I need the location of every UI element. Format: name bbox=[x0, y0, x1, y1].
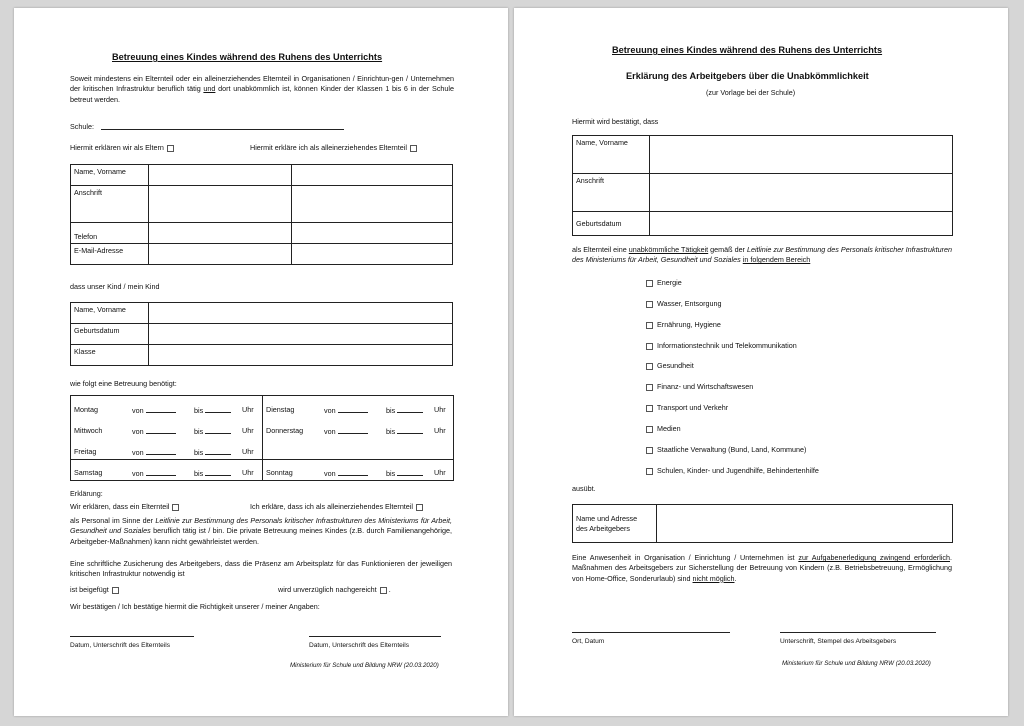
time-from-input[interactable] bbox=[146, 405, 176, 413]
employee-name-cell[interactable] bbox=[650, 136, 953, 174]
bis-label: bis bbox=[386, 426, 396, 436]
von-label: von bbox=[132, 468, 144, 478]
school-input-line[interactable] bbox=[101, 129, 344, 130]
schedule-divider bbox=[262, 396, 263, 480]
von-label: von bbox=[132, 447, 144, 457]
time-to-input[interactable] bbox=[205, 405, 231, 413]
page-subnote: (zur Vorlage bei der Schule) bbox=[706, 88, 796, 97]
parent2-address-cell[interactable] bbox=[292, 186, 453, 223]
signature-label: Datum, Unterschrift des Elternteils bbox=[309, 642, 410, 649]
schedule-left-column bbox=[72, 399, 260, 483]
parent-declaration-checkbox[interactable] bbox=[172, 504, 179, 511]
bis-label: bis bbox=[194, 405, 204, 415]
signature-label: Datum, Unterschrift des Elternteils bbox=[70, 642, 171, 649]
von-label: von bbox=[132, 405, 144, 415]
time-to-input[interactable] bbox=[205, 468, 231, 476]
submitted-later-option: wird unverzüglich nachgereicht . bbox=[278, 585, 391, 594]
sector-option[interactable]: Ernährung, Hygiene bbox=[643, 320, 721, 329]
time-from-input[interactable] bbox=[146, 447, 176, 455]
day-label: Dienstag bbox=[266, 405, 295, 414]
employee-birthdate-cell[interactable] bbox=[650, 212, 953, 236]
employer-name-address-cell[interactable] bbox=[657, 505, 953, 543]
signature-line[interactable] bbox=[780, 632, 936, 633]
parents-declaration: Hiermit erklären wir als Eltern bbox=[70, 143, 176, 152]
child-name-cell[interactable] bbox=[149, 303, 453, 324]
row-label: Name, Vorname bbox=[573, 136, 650, 174]
row-label: Name, Vorname bbox=[71, 165, 149, 186]
page-footer: Ministerium für Schule und Bildung NRW (20.03.2020) bbox=[782, 660, 931, 667]
page-title: Betreuung eines Kindes während des Ruhens des Unterrichts bbox=[612, 45, 883, 55]
single-parent-checkbox[interactable] bbox=[410, 145, 417, 152]
sector-option[interactable]: Energie bbox=[643, 278, 682, 287]
single-parent-declaration: Hiermit erkläre ich als alleinerziehendes Elternteil bbox=[250, 143, 419, 152]
day-label: Montag bbox=[74, 405, 98, 414]
sector-option[interactable]: Medien bbox=[643, 424, 681, 433]
checkbox-icon[interactable] bbox=[646, 301, 653, 308]
declaration-parent: Wir erklären, dass ein Elternteil bbox=[70, 502, 181, 511]
uhr-label: Uhr bbox=[242, 447, 254, 456]
checkbox-icon[interactable] bbox=[646, 468, 653, 475]
row-label: Geburtsdatum bbox=[71, 324, 149, 345]
confirmation-intro: Hiermit wird bestätigt, dass bbox=[572, 117, 659, 126]
single-declaration-checkbox[interactable] bbox=[416, 504, 423, 511]
time-from-input[interactable] bbox=[338, 405, 368, 413]
uhr-label: Uhr bbox=[434, 426, 446, 435]
schedule-right-column bbox=[264, 399, 452, 483]
parent2-name-cell[interactable] bbox=[292, 165, 453, 186]
checkbox-icon[interactable] bbox=[646, 426, 653, 433]
personnel-paragraph: als Personal im Sinne der Leitlinie zur Bestimmung des Personals kritischer Infrastrukturen des Ministeriums für Arbeit, Gesundheit und Soziales beruflich tätig ist / bin. Die private Betreuung meines Kindes (z.B. durch Familienangehörige, Arbeitgeber-Maßnahmen) kann nicht gewährleistet werden. bbox=[70, 516, 453, 546]
time-to-input[interactable] bbox=[397, 405, 423, 413]
signature-line[interactable] bbox=[70, 636, 194, 637]
employer-assurance-paragraph: Eine schriftliche Zusicherung des Arbeitgebers, dass die Präsenz am Arbeitsplatz für das Funktionieren der jeweiligen kritischen Infrastruktur notwendig ist bbox=[70, 559, 452, 579]
parent1-name-cell[interactable] bbox=[149, 165, 292, 186]
exercises-text: ausübt. bbox=[572, 484, 596, 493]
parent2-phone-cell[interactable] bbox=[292, 223, 453, 244]
time-to-input[interactable] bbox=[205, 447, 231, 455]
activity-paragraph: als Elternteil eine unabkömmliche Tätigkeit gemäß der Leitlinie zur Bestimmung des Personals kritischer Infrastrukturen des Ministeriums für Arbeit, Gesundheit und Soziales in folgendem Bereich bbox=[572, 245, 952, 265]
employee-details-table bbox=[572, 135, 953, 236]
row-label: Name und Adresse des Arbeitgebers bbox=[573, 505, 657, 543]
bis-label: bis bbox=[194, 426, 204, 436]
row-label: Anschrift bbox=[71, 186, 149, 223]
row-label: Klasse bbox=[71, 345, 149, 366]
checkbox-icon[interactable] bbox=[646, 405, 653, 412]
checkbox-icon[interactable] bbox=[646, 363, 653, 370]
row-label: Anschrift bbox=[573, 174, 650, 212]
declaration-heading: Erklärung: bbox=[70, 489, 103, 498]
day-label: Sonntag bbox=[266, 468, 293, 477]
employer-details-table bbox=[572, 504, 953, 543]
form-page-parents bbox=[14, 8, 508, 716]
care-intro: wie folgt eine Betreuung benötigt: bbox=[70, 379, 177, 388]
attendance-paragraph: Eine Anwesenheit in Organisation / Einrichtung / Unternehmen ist zur Aufgabenerledigung zwingend erforderlich. Maßnahmen des Arbeitsgebers zur Sicherstellung der Betreuung von Kindern (z.B. Betriebsbetreuung, Ermöglichung von Home-Office, Sonderurlaub) sind nicht möglich. bbox=[572, 553, 952, 583]
child-details-table bbox=[70, 302, 453, 366]
signature-label: Unterschrift, Stempel des Arbeitsgebers bbox=[780, 638, 897, 645]
row-label: Name, Vorname bbox=[71, 303, 149, 324]
child-birthdate-cell[interactable] bbox=[149, 324, 453, 345]
sector-option[interactable]: Informationstechnik und Telekommunikation bbox=[643, 341, 797, 350]
time-to-input[interactable] bbox=[205, 426, 231, 434]
parent1-address-cell[interactable] bbox=[149, 186, 292, 223]
uhr-label: Uhr bbox=[434, 468, 446, 477]
signature-line[interactable] bbox=[309, 636, 441, 637]
sector-option[interactable]: Gesundheit bbox=[643, 361, 694, 370]
row-label: Telefon bbox=[71, 223, 149, 244]
page-subtitle: Erklärung des Arbeitgebers über die Unabkömmlichkeit bbox=[626, 71, 869, 81]
bis-label: bis bbox=[386, 468, 396, 478]
row-label: E-Mail-Adresse bbox=[71, 244, 149, 265]
row-label: Geburtsdatum bbox=[573, 212, 650, 236]
von-label: von bbox=[324, 426, 336, 436]
checkbox-icon[interactable] bbox=[646, 280, 653, 287]
signature-line[interactable] bbox=[572, 632, 730, 633]
von-label: von bbox=[132, 426, 144, 436]
uhr-label: Uhr bbox=[242, 426, 254, 435]
bis-label: bis bbox=[386, 405, 396, 415]
sector-option[interactable]: Transport und Verkehr bbox=[643, 403, 728, 412]
parents-checkbox[interactable] bbox=[167, 145, 174, 152]
sector-option[interactable]: Wasser, Entsorgung bbox=[643, 299, 721, 308]
sector-option[interactable]: Finanz- und Wirtschaftswesen bbox=[643, 382, 753, 391]
school-label: Schule: bbox=[70, 122, 94, 131]
von-label: von bbox=[324, 405, 336, 415]
signature-label: Ort, Datum bbox=[572, 638, 605, 645]
time-from-input[interactable] bbox=[146, 426, 176, 434]
time-from-input[interactable] bbox=[338, 468, 368, 476]
bis-label: bis bbox=[194, 447, 204, 457]
parent1-phone-cell[interactable] bbox=[149, 223, 292, 244]
confirmation-text: Wir bestätigen / Ich bestätige hiermit die Richtigkeit unserer / meiner Angaben: bbox=[70, 602, 320, 611]
parent2-email-cell[interactable] bbox=[292, 244, 453, 265]
attached-option: ist beigefügt bbox=[70, 585, 121, 594]
sector-option[interactable]: Schulen, Kinder- und Jugendhilfe, Behindertenhilfe bbox=[643, 466, 819, 475]
checkbox-icon[interactable] bbox=[646, 322, 653, 329]
employee-address-cell[interactable] bbox=[650, 174, 953, 212]
child-intro: dass unser Kind / mein Kind bbox=[70, 282, 160, 291]
von-label: von bbox=[324, 468, 336, 478]
time-to-input[interactable] bbox=[397, 468, 423, 476]
page-title: Betreuung eines Kindes während des Ruhens des Unterrichts bbox=[112, 52, 383, 62]
day-label: Mittwoch bbox=[74, 426, 103, 435]
bis-label: bis bbox=[194, 468, 204, 478]
sector-option[interactable]: Staatliche Verwaltung (Bund, Land, Kommune) bbox=[643, 445, 806, 454]
intro-paragraph: Soweit mindestens ein Elternteil oder ein alleinerziehendes Elternteil in Organisationen / Einrichtun-gen / Unternehmen der kritischen Infrastruktur beruflich tätig und dort unabkömmlich ist, können Kinder der Klassen 1 bis 6 in der Schule betreut werden. bbox=[70, 74, 455, 104]
declaration-single-parent: Ich erkläre, dass ich als alleinerziehendes Elternteil bbox=[250, 502, 425, 511]
checkbox-icon[interactable] bbox=[646, 384, 653, 391]
checkbox-icon[interactable] bbox=[646, 447, 653, 454]
time-to-input[interactable] bbox=[397, 426, 423, 434]
page-footer: Ministerium für Schule und Bildung NRW (20.03.2020) bbox=[290, 662, 439, 669]
form-page-employer bbox=[514, 8, 1008, 716]
parent1-email-cell[interactable] bbox=[149, 244, 292, 265]
time-from-input[interactable] bbox=[146, 468, 176, 476]
day-label: Freitag bbox=[74, 447, 97, 456]
child-class-cell[interactable] bbox=[149, 345, 453, 366]
time-from-input[interactable] bbox=[338, 426, 368, 434]
attached-checkbox[interactable] bbox=[112, 587, 119, 594]
submitted-later-checkbox[interactable] bbox=[380, 587, 387, 594]
uhr-label: Uhr bbox=[242, 405, 254, 414]
parent-details-table bbox=[70, 164, 453, 265]
checkbox-icon[interactable] bbox=[646, 343, 653, 350]
uhr-label: Uhr bbox=[434, 405, 446, 414]
uhr-label: Uhr bbox=[242, 468, 254, 477]
day-label: Samstag bbox=[74, 468, 103, 477]
day-label: Donnerstag bbox=[266, 426, 304, 435]
